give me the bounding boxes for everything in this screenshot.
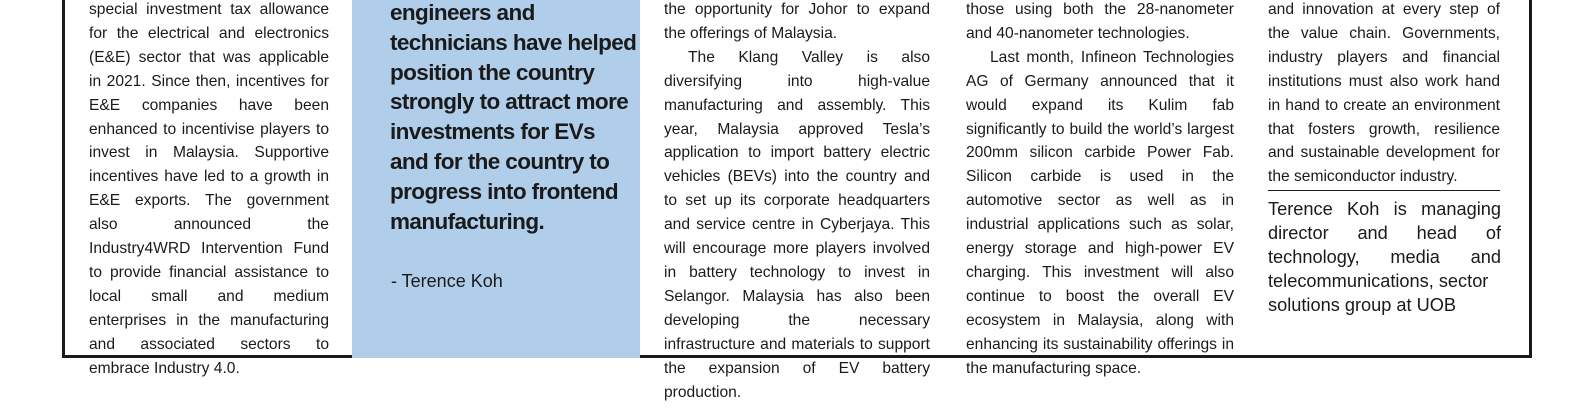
article-column-5: [1268, 0, 1500, 189]
pull-quote-author: - Terence Koh: [391, 271, 503, 291]
author-bio-last-line: solutions group at UOB: [1268, 295, 1457, 315]
bio-divider: [1268, 190, 1500, 191]
author-bio-text: Terence Koh is managing director and head of technology, media and telecommunications, sector: [1268, 199, 1501, 291]
column-5-text: and innovation at every step of the value chain. Governments, industry players and financial institutions must also work hand in hand to create an environment that fosters growth, resilience and sustainable development for the semiconductor industry.: [1268, 1, 1500, 186]
column-4-lead: those using both the 28-nanometer and 40-nanometer technologies.: [966, 1, 1234, 42]
column-4-paragraph: Last month, Infineon Technologies AG of Germany announced that it would expand its Kulim fab significantly to build the world’s largest 200mm silicon carbide Power Fab. Silicon carbide is used in the automotive sector as well as in industrial applications such as solar, energy storage and high-power EV charging. This investment will also continue to boost the overall EV ecosystem in Malaysia, along with enhancing its sustainability offerings in the manufacturing space.: [966, 48, 1234, 377]
article-column-3: [664, 0, 930, 404]
pull-quote-text: engineers and technicians have helped position the country strongly to attract more investments for EVs and for the country to progress into frontend manufacturing.: [390, 0, 637, 234]
article-column-1: [89, 0, 329, 381]
article-column-4: [966, 0, 1234, 381]
column-1-text: special investment tax allowance for the electrical and electronics (E&E) sector that was applicable in 2021. Since then, incentives for E&E companies have been enhanced to incentivise players to invest in Malaysia. Supportive incentives have led to a growth in E&E exports. The government also announced the Industry4WRD Intervention Fund to provide financial assistance to local small and medium enterprises in the manufacturing and associated sectors to embrace Industry 4.0.: [89, 1, 329, 377]
column-3-paragraph: The Klang Valley is also diversifying into high-value manufacturing and assembly. This year, Malaysia approved Tesla’s application to import battery electric vehicles (BEVs) into the country and to set up its corporate headquarters and service centre in Cyberjaya. This will encourage more players involved in battery technology to invest in Selangor. Malaysia has also been developing the necessary infrastructure and materials to support the expansion of EV battery production.: [664, 48, 930, 401]
author-bio: [1268, 197, 1501, 317]
column-3-lead: the opportunity for Johor to expand the offerings of Malaysia.: [664, 1, 930, 42]
